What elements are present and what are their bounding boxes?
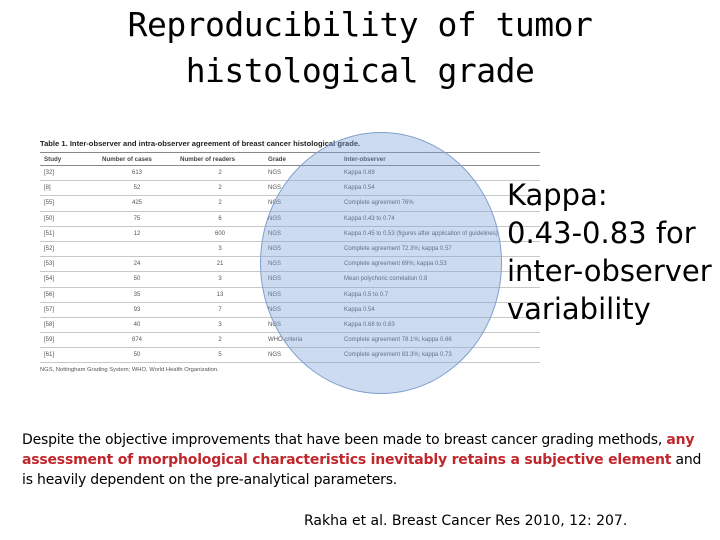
cell-number-of-cases xyxy=(98,241,176,256)
agreement-table xyxy=(40,153,540,363)
cell-number-of-readers: 2 xyxy=(176,196,264,211)
cell-inter-observer: Kappa 0.69 xyxy=(340,166,540,181)
cell-grade: NGS xyxy=(264,257,340,272)
slide-title-line1: Reproducibility of tumor xyxy=(127,5,593,44)
cell-inter-observer: Kappa 0.45 to 0.53 (figures after application of guidelines) xyxy=(340,226,540,241)
cell-inter-observer: Kappa 0.43 to 0.74 xyxy=(340,211,540,226)
table-row xyxy=(40,166,540,181)
cell-number-of-readers: 3 xyxy=(176,241,264,256)
kappa-line2: 0.43-0.83 for xyxy=(507,216,696,250)
cell-study: [61] xyxy=(40,348,98,363)
cell-inter-observer: Kappa 0.54 xyxy=(340,181,540,196)
cell-grade: NGS xyxy=(264,226,340,241)
cell-study: [53] xyxy=(40,257,98,272)
cell-grade: NGS xyxy=(264,272,340,287)
cell-number-of-cases: 24 xyxy=(98,257,176,272)
cell-study: [59] xyxy=(40,333,98,348)
cell-grade: NGS xyxy=(264,181,340,196)
cell-number-of-readers: 2 xyxy=(176,181,264,196)
header-inter-observer: Inter-observer xyxy=(340,153,540,166)
header-number-of-readers: Number of readers xyxy=(176,153,264,166)
table-header-row xyxy=(40,153,540,166)
paragraph-intro: Despite the objective improvements that have been made to breast cancer grading methods, xyxy=(22,432,663,448)
cell-study: [8] xyxy=(40,181,98,196)
cell-study: [56] xyxy=(40,287,98,302)
table-row xyxy=(40,241,540,256)
cell-number-of-readers: 3 xyxy=(176,272,264,287)
agreement-table-figure xyxy=(40,136,540,374)
kappa-line4: variability xyxy=(507,292,651,326)
cell-study: [51] xyxy=(40,226,98,241)
cell-number-of-cases: 613 xyxy=(98,166,176,181)
cell-study: [58] xyxy=(40,317,98,332)
cell-grade: NGS xyxy=(264,302,340,317)
cell-grade: NGS xyxy=(264,287,340,302)
cell-number-of-cases: 93 xyxy=(98,302,176,317)
table-footnote: NGS, Nottingham Grading System; WHO, World Health Organization. xyxy=(40,367,219,374)
cell-number-of-readers: 5 xyxy=(176,348,264,363)
cell-inter-observer: Complete agreement 76% xyxy=(340,196,540,211)
cell-grade: NGS xyxy=(264,166,340,181)
cell-number-of-cases: 75 xyxy=(98,211,176,226)
cell-grade: NGS xyxy=(264,348,340,363)
slide-title-line2: histological grade xyxy=(185,51,535,90)
table-title: Table 1. Inter-observer and intra-observer agreement of breast cancer histological grade. xyxy=(40,136,540,153)
header-number-of-cases: Number of cases xyxy=(98,153,176,166)
cell-study: [57] xyxy=(40,302,98,317)
kappa-summary xyxy=(507,176,720,328)
cell-grade: NGS xyxy=(264,317,340,332)
cell-inter-observer: Complete agreement 69%; kappa 0.53 xyxy=(340,257,540,272)
table-row xyxy=(40,257,540,272)
table-body xyxy=(40,166,540,363)
table-row xyxy=(40,317,540,332)
kappa-line3: inter-observer xyxy=(507,254,712,288)
cell-inter-observer: Complete agreement 72.3%; kappa 0.57 xyxy=(340,241,540,256)
table-row xyxy=(40,226,540,241)
cell-number-of-cases: 12 xyxy=(98,226,176,241)
cell-number-of-readers: 13 xyxy=(176,287,264,302)
cell-study: [52] xyxy=(40,241,98,256)
slide-title xyxy=(0,2,720,94)
cell-inter-observer: Kappa 0.54 xyxy=(340,302,540,317)
cell-inter-observer: Kappa 0.5 to 0.7 xyxy=(340,287,540,302)
kappa-line1: Kappa: xyxy=(507,178,608,212)
table-row xyxy=(40,196,540,211)
table-row xyxy=(40,181,540,196)
summary-paragraph xyxy=(22,430,712,490)
cell-grade: NGS xyxy=(264,196,340,211)
cell-study: [55] xyxy=(40,196,98,211)
table-row xyxy=(40,287,540,302)
cell-number-of-readers: 7 xyxy=(176,302,264,317)
cell-number-of-cases: 40 xyxy=(98,317,176,332)
cell-number-of-readers: 600 xyxy=(176,226,264,241)
cell-number-of-cases: 425 xyxy=(98,196,176,211)
paragraph-outro: and is heavily dependent on the pre-analytical parameters. xyxy=(22,452,702,488)
cell-inter-observer: Complete agreement 78.1%; kappa 0.66 xyxy=(340,333,540,348)
cell-study: [54] xyxy=(40,272,98,287)
table-row xyxy=(40,348,540,363)
cell-number-of-readers: 21 xyxy=(176,257,264,272)
header-grade: Grade xyxy=(264,153,340,166)
cell-inter-observer: Complete agreement 83.3%; kappa 0.73 xyxy=(340,348,540,363)
cell-number-of-readers: 2 xyxy=(176,333,264,348)
citation: Rakha et al. Breast Cancer Res 2010, 12: 207. xyxy=(304,513,628,529)
cell-number-of-cases: 50 xyxy=(98,348,176,363)
cell-number-of-readers: 3 xyxy=(176,317,264,332)
table-row xyxy=(40,211,540,226)
cell-grade: WHO criteria xyxy=(264,333,340,348)
cell-number-of-readers: 6 xyxy=(176,211,264,226)
cell-number-of-cases: 35 xyxy=(98,287,176,302)
cell-study: [50] xyxy=(40,211,98,226)
cell-grade: NGS xyxy=(264,211,340,226)
cell-number-of-cases: 52 xyxy=(98,181,176,196)
cell-number-of-readers: 2 xyxy=(176,166,264,181)
table-row xyxy=(40,302,540,317)
cell-number-of-cases: 874 xyxy=(98,333,176,348)
header-study: Study xyxy=(40,153,98,166)
paragraph-highlight: any assessment of morphological characteristics inevitably retains a subjective element xyxy=(22,432,695,468)
cell-inter-observer: Mean polychoric correlation 0.8 xyxy=(340,272,540,287)
cell-study: [32] xyxy=(40,166,98,181)
table-row xyxy=(40,333,540,348)
cell-inter-observer: Kappa 0.68 to 0.83 xyxy=(340,317,540,332)
cell-number-of-cases: 50 xyxy=(98,272,176,287)
cell-grade: NGS xyxy=(264,241,340,256)
table-row xyxy=(40,272,540,287)
